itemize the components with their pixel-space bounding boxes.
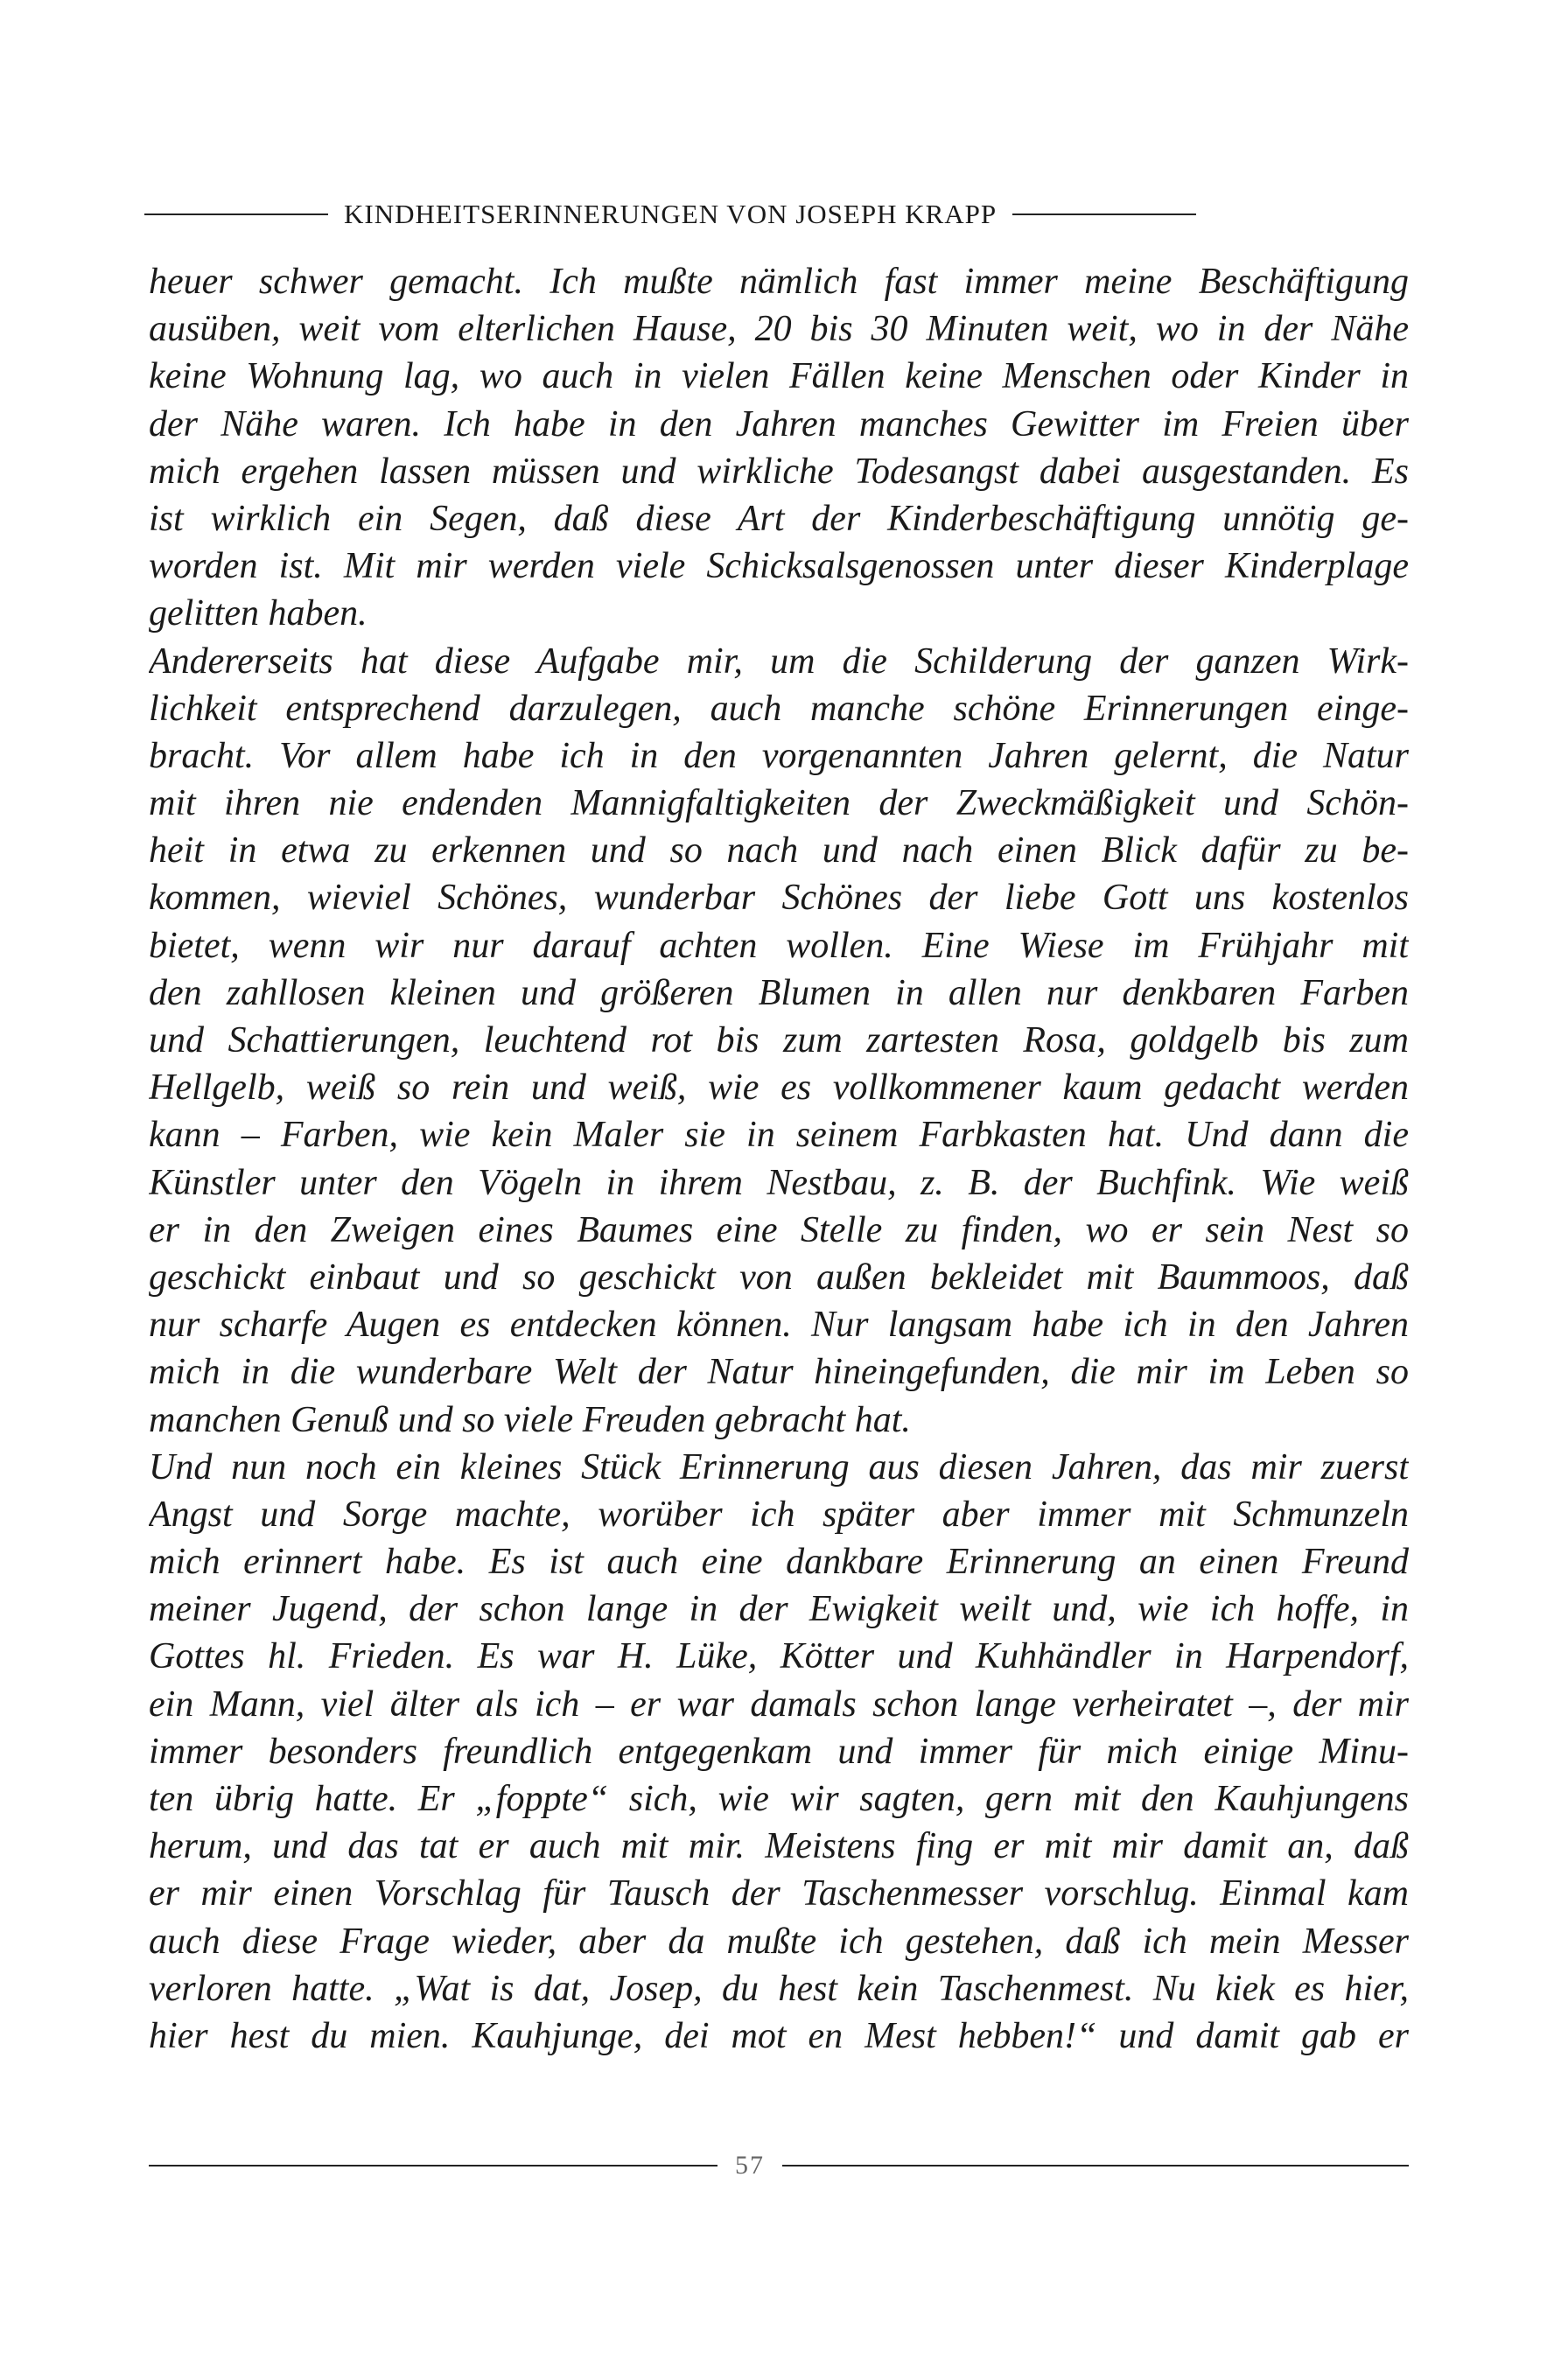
text-line: gelitten haben. [149,593,368,634]
text-line: bietet, wenn wir nur darauf achten wollen. Eine Wiese im Frühjahr mit [149,925,1409,966]
text-line: mich ergehen lassen müssen und wirkliche Todesangst dabei ausgestanden. Es [149,451,1409,492]
text-line: heuer schwer gemacht. Ich mußte nämlich fast immer meine Beschäftigung [149,262,1409,302]
page-number: 57 [735,2151,765,2180]
text-line: ein Mann, viel älter als ich – er war damals schon lange verheiratet –, der mir [149,1684,1409,1725]
footer-rule-right [782,2165,1409,2166]
text-line: herum, und das tat er auch mit mir. Meistens fing er mit mir damit an, daß [149,1826,1409,1867]
text-line: ausüben, weit vom elterlichen Hause, 20 bis 30 Minuten weit, wo in der Nähe [149,309,1409,350]
text-line: Hellgelb, weiß so rein und weiß, wie es vollkommener kaum gedacht werden [149,1068,1409,1109]
text-line: bracht. Vor allem habe ich in den vorgenannten Jahren gelernt, die Natur [149,735,1409,776]
text-line: immer besonders freundlich entgegenkam und immer für mich einige Minu- [149,1731,1409,1772]
text-line: verloren hatte. „Wat is dat, Josep, du hest kein Taschenmest. Nu kiek es hier, [149,1968,1409,2009]
text-line: auch diese Frage wieder, aber da mußte ich gestehen, daß ich mein Messer [149,1921,1409,1962]
text-line: den zahllosen kleinen und größeren Blumen in allen nur denkbaren Farben [149,972,1409,1013]
text-line: er mir einen Vorschlag für Tausch der Taschenmesser vorschlug. Einmal kam [149,1873,1409,1914]
text-line: heit in etwa zu erkennen und so nach und nach einen Blick dafür zu be- [149,830,1409,872]
text-line: mich erinnert habe. Es ist auch eine dankbare Erinnerung an einen Freund [149,1542,1409,1583]
text-line: mit ihren nie endenden Mannigfaltigkeiten der Zweckmäßigkeit und Schön- [149,783,1409,824]
page-footer [149,2148,1409,2183]
text-line: der Nähe waren. Ich habe in den Jahren manches Gewitter im Freien über [149,403,1409,444]
text-line: Künstler unter den Vögeln in ihrem Nestbau, z. B. der Buchfink. Wie weiß [149,1162,1409,1203]
text-line: manchen Genuß und so viele Freuden gebracht hat. [149,1399,911,1440]
header-rule-left [144,214,328,215]
text-line: und Schattierungen, leuchtend rot bis zum zartesten Rosa, goldgelb bis zum [149,1020,1409,1060]
running-title: KINDHEITSERINNERUNGEN VON JOSEPH KRAPP [344,199,998,229]
text-line: mich in die wunderbare Welt der Natur hineingefunden, die mir im Leben so [149,1352,1409,1393]
text-line: Gottes hl. Frieden. Es war H. Lüke, Kötter und Kuhhändler in Harpendorf, [149,1636,1409,1677]
text-line: Angst und Sorge machte, worüber ich später aber immer mit Schmunzeln [149,1494,1409,1535]
text-line: keine Wohnung lag, wo auch in vielen Fällen keine Menschen oder Kinder in [149,356,1409,397]
text-line: nur scharfe Augen es entdecken können. Nur langsam habe ich in den Jahren [149,1305,1409,1346]
text-line: Und nun noch ein kleines Stück Erinnerung aus diesen Jahren, das mir zuerst [149,1446,1409,1488]
text-line: ten übrig hatte. Er „foppte“ sich, wie wir sagten, gern mit den Kauhjungens [149,1779,1409,1819]
text-line: er in den Zweigen eines Baumes eine Stelle zu finden, wo er sein Nest so [149,1209,1409,1250]
text-line: ist wirklich ein Segen, daß diese Art der Kinderbeschäftigung unnötig ge- [149,498,1409,539]
text-line: Andererseits hat diese Aufgabe mir, um die Schilderung der ganzen Wirk- [149,640,1409,682]
header-rule-right [1012,214,1196,215]
running-header [144,192,1410,236]
text-line: kommen, wieviel Schönes, wunderbar Schönes der liebe Gott uns kostenlos [149,878,1409,919]
text-line: geschickt einbaut und so geschickt von außen bekleidet mit Baummoos, daß [149,1256,1409,1298]
text-line: meiner Jugend, der schon lange in der Ewigkeit weilt und, wie ich hoffe, in [149,1589,1409,1630]
text-line: worden ist. Mit mir werden viele Schicksalsgenossen unter dieser Kinderplage [149,546,1409,587]
body-text [149,258,1409,2060]
text-line: hier hest du mien. Kauhjunge, dei mot en Mest hebben!“ und damit gab er [149,2015,1409,2056]
text-line: kann – Farben, wie kein Maler sie in seinem Farbkasten hat. Und dann die [149,1115,1409,1156]
text-line: lichkeit entsprechend darzulegen, auch manche schöne Erinnerungen einge- [149,688,1409,729]
footer-rule-left [149,2165,718,2166]
